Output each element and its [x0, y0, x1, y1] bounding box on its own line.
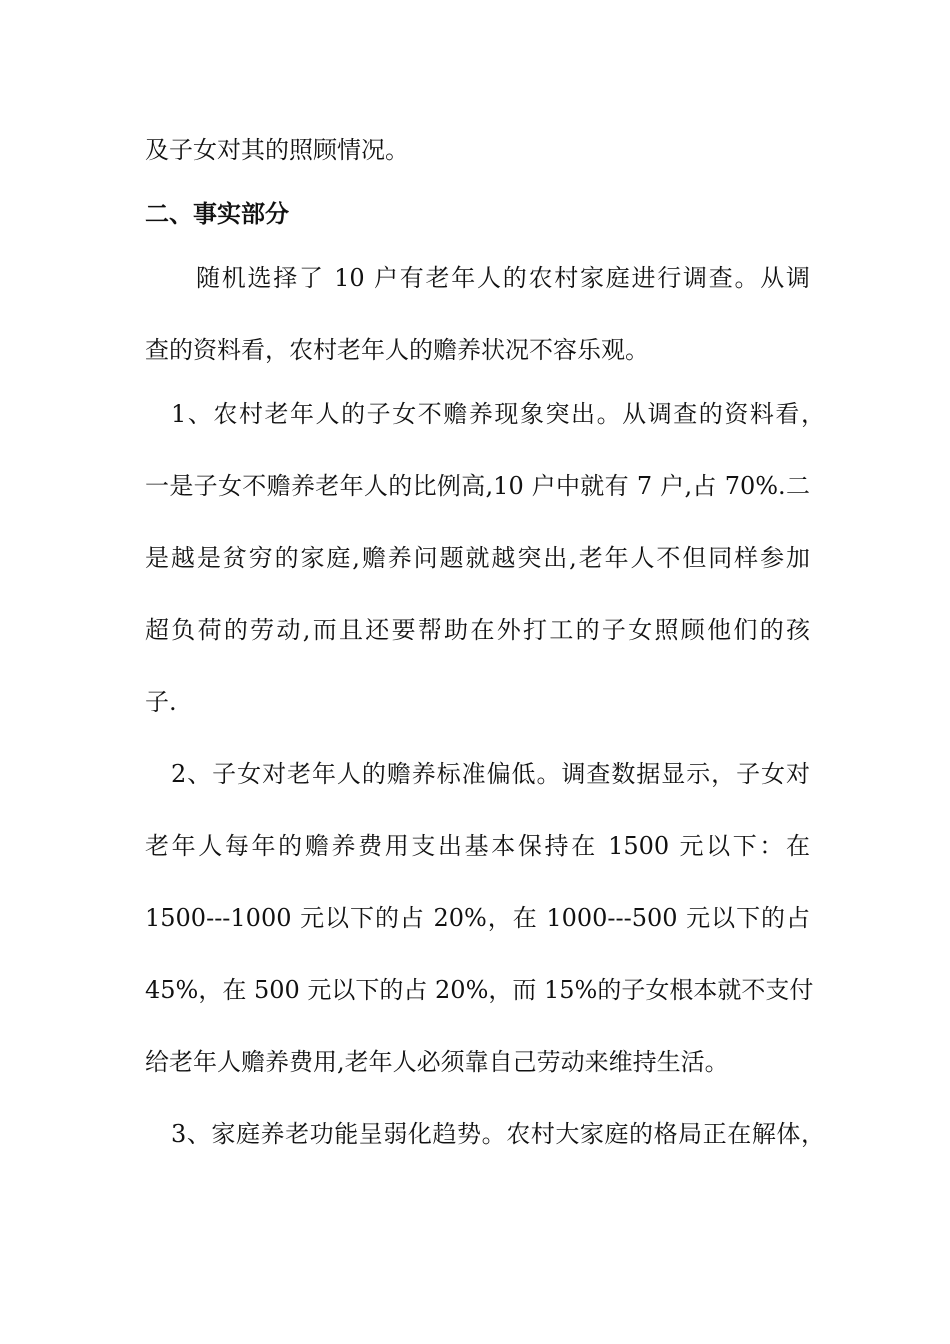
text-line: 子.	[145, 688, 177, 716]
text-line: 45%，在 500 元以下的占 20%，而 15%的子女根本就不支付	[145, 976, 814, 1004]
text-line: 一是子女不赡养老年人的比例高,10 户中就有 7 户,占 70%.二	[145, 472, 810, 500]
text-line: 随机选择了 10 户有老年人的农村家庭进行调查。从调	[196, 264, 810, 292]
text-line: 老年人每年的赡养费用支出基本保持在 1500 元以下：在	[145, 832, 810, 860]
text-line: 3、家庭养老功能呈弱化趋势。农村大家庭的格局正在解体，	[171, 1120, 825, 1148]
text-line: 1500---1000 元以下的占 20%，在 1000---500 元以下的占	[145, 904, 810, 932]
text-line: 及子女对其的照顾情况。	[145, 136, 409, 164]
text-line: 是越是贫穷的家庭,赡养问题就越突出,老年人不但同样参加	[145, 544, 810, 572]
section-heading: 二、事实部分	[145, 200, 289, 228]
text-line: 2、子女对老年人的赡养标准偏低。调查数据显示，子女对	[171, 760, 810, 788]
text-line: 给老年人赡养费用,老年人必须靠自己劳动来维持生活。	[145, 1048, 729, 1076]
text-line: 1、农村老年人的子女不赡养现象突出。从调查的资料看，	[171, 400, 825, 428]
text-line: 超负荷的劳动,而且还要帮助在外打工的子女照顾他们的孩	[145, 616, 810, 644]
text-line: 查的资料看，农村老年人的赡养状况不容乐观。	[145, 336, 649, 364]
